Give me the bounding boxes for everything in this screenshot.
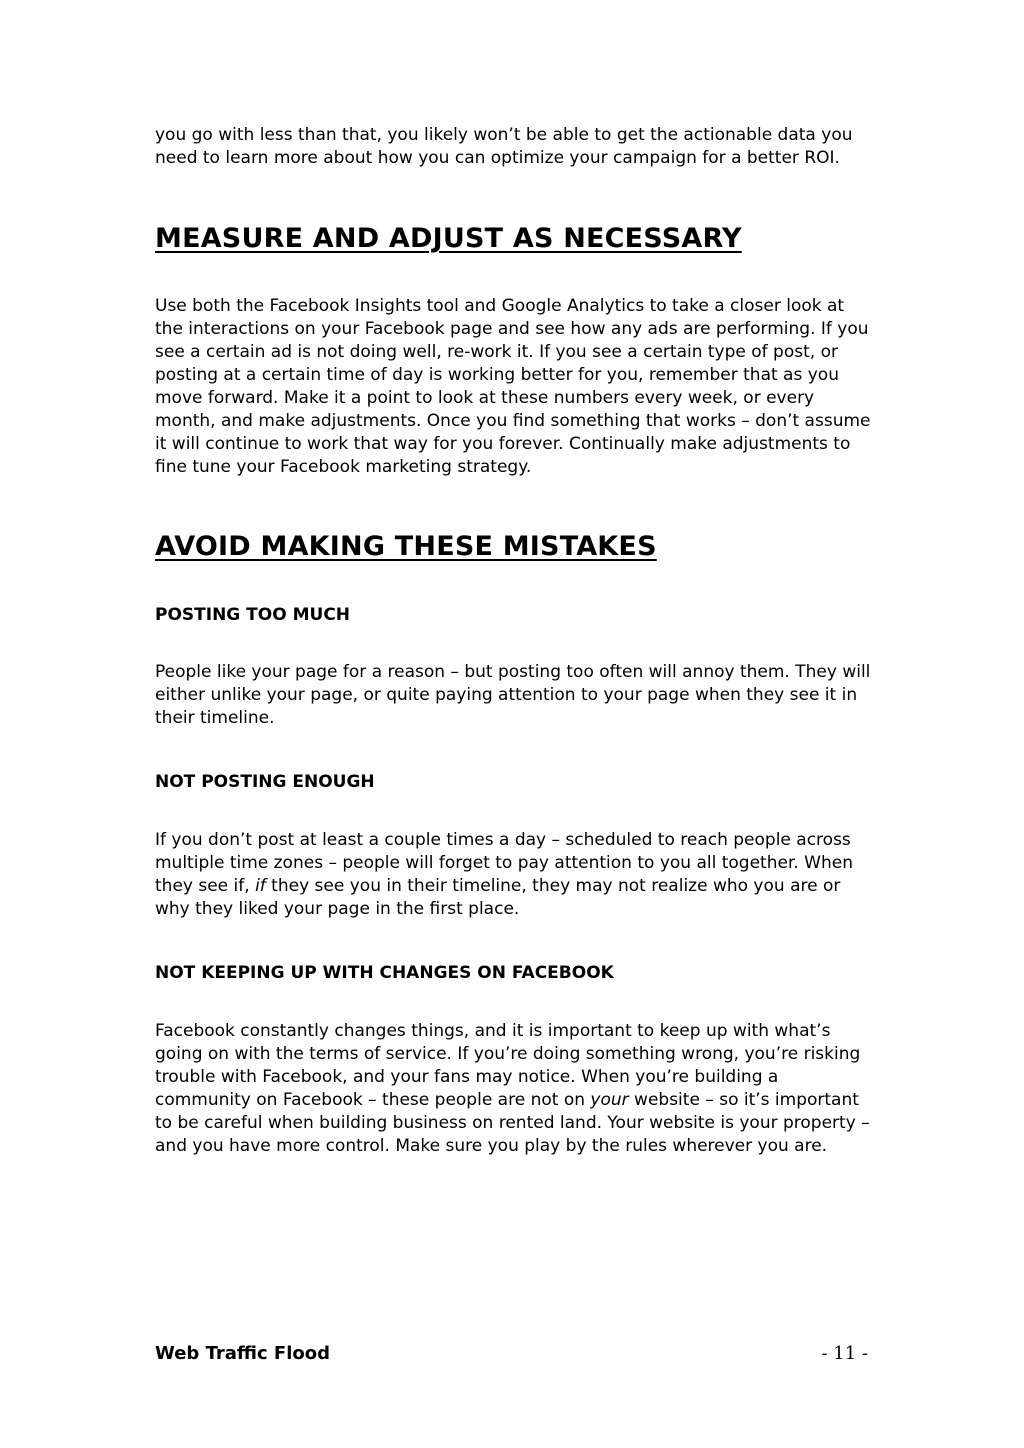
page-number: - 11 - [821,1343,868,1364]
page-footer [155,1342,868,1366]
not-posting-enough-italic: if [255,876,266,896]
measure-paragraph: Use both the Facebook Insights tool and Google Analytics to take a closer look at the interactions on your Facebook page and see how any ads are performing. If you see a certain ad is not doing well, re-work it. If you see a certain type of post, or posting at a certain time of day is working better for you, remember that as you move forward. Make it a point to look at these numbers every week, or every month, and make adjustments. Once you find something that works – don’t assume it will continue to work that way for you forever. Continually make adjustments to fine tune your Facebook marketing strategy. [155,296,871,477]
subheading-not-posting-enough: NOT POSTING ENOUGH [155,772,375,792]
footer-title: Web Traffic Flood [155,1343,330,1364]
not-posting-enough-text-2: they see you in their timeline, they may not realize who you are or why they liked your page in the first place. [155,876,841,919]
heading-measure: MEASURE AND ADJUST AS NECESSARY [155,223,742,254]
not-keeping-up-paragraph [155,1020,875,1158]
intro-paragraph: you go with less than that, you likely won’t be able to get the actionable data you need to learn more about how you can optimize your campaign for a better ROI. [155,125,853,168]
posting-too-much-paragraph: People like your page for a reason – but posting too often will annoy them. They will either unlike your page, or quite paying attention to your page when they see it in their timeline. [155,662,871,728]
not-posting-enough-paragraph [155,829,875,921]
page-content [155,124,875,1158]
heading-avoid: AVOID MAKING THESE MISTAKES [155,531,657,562]
not-keeping-up-italic: your [590,1090,629,1110]
not-posting-enough-text-1: If you don’t post at least a couple times a day – scheduled to reach people across multiple time zones – people will forget to pay attention to you all together. When they see if, [155,830,853,896]
subheading-not-keeping-up: NOT KEEPING UP WITH CHANGES ON FACEBOOK [155,963,614,983]
not-keeping-up-text-1: Facebook constantly changes things, and it is important to keep up with what’s going on with the terms of service. If you’re doing something wrong, you’re risking trouble with Facebook, and your fans may notice. When you’re building a community on Facebook – these people are not on [155,1021,861,1110]
subheading-posting-too-much: POSTING TOO MUCH [155,605,351,625]
not-keeping-up-text-2: website – so it’s important to be careful when building business on rented land. Your website is your property – and you have more control. Make sure you play by the rules wherever you are. [155,1090,870,1156]
